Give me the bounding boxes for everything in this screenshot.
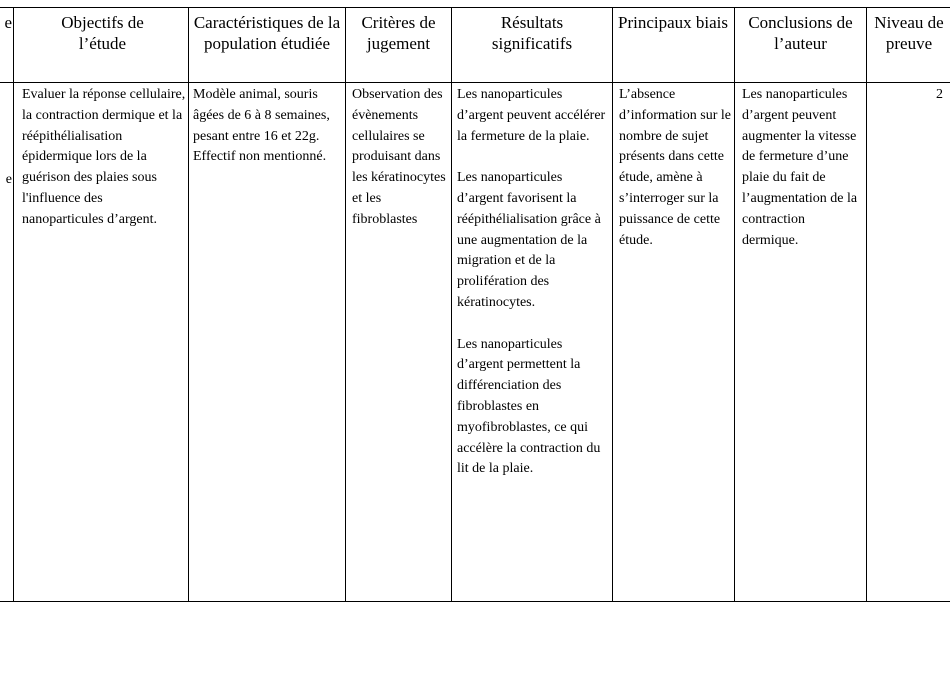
header-cell-biais: Principaux biais xyxy=(617,13,728,32)
body-cell-conclusions: Les nanoparticules d’argent peuvent augmenter la vitesse de fermeture d’une plaie du fait de l’augmentation de la contraction dermique. xyxy=(742,87,858,248)
header-cell-clipped: e xyxy=(4,13,12,32)
body-cell-objectifs: Evaluer la réponse cellulaire, la contraction dermique et la réépithélialisation épidermique lors de la guérison des plaies sous l'influence des nanoparticules d’argent. xyxy=(22,87,186,227)
header-cell-criteres: Critères de jugement xyxy=(361,13,436,53)
column-divider xyxy=(734,7,735,602)
header-cell-population: Caractéristiques de la population étudiée xyxy=(193,13,341,53)
table-top-border xyxy=(0,7,950,8)
header-cell-conclusions: Conclusions de l’auteur xyxy=(748,13,853,53)
column-divider xyxy=(612,7,613,602)
column-divider xyxy=(345,7,346,602)
resultat-paragraph: Les nanoparticules d’argent favorisent la réépithélialisation grâce à une augmentation de la migration et de la prolifération des kératinocytes. xyxy=(457,170,601,310)
body-cell-clipped: e xyxy=(5,172,12,187)
column-divider xyxy=(13,7,14,602)
column-divider xyxy=(451,7,452,602)
column-divider xyxy=(866,7,867,602)
column-divider xyxy=(188,7,189,602)
body-cell-resultats xyxy=(457,85,609,600)
body-cell-biais: L’absence d’information sur le nombre de sujet présents dans cette étude, amène à s’interroger sur la puissance de cette étude. xyxy=(619,87,731,248)
header-cell-resultats: Résultats significatifs xyxy=(491,13,573,53)
header-cell-objectifs: Objectifs de l’étude xyxy=(61,13,144,53)
body-cell-population: Modèle animal, souris âgées de 6 à 8 semaines, pesant entre 16 et 22g. Effectif non mentionné. xyxy=(193,87,330,165)
header-bottom-border xyxy=(0,82,950,83)
resultat-paragraph: Les nanoparticules d’argent permettent la différenciation des fibroblastes en myofibroblastes, ce qui accélère la contraction du lit de la plaie. xyxy=(457,336,601,477)
resultat-paragraph: Les nanoparticules d’argent peuvent accélérer la fermeture de la plaie. xyxy=(457,87,606,144)
header-cell-niveau: Niveau de preuve xyxy=(874,13,944,53)
body-cell-criteres: Observation des évènements cellulaires se produisant dans les kératinocytes et les fibroblastes xyxy=(352,87,446,227)
table-bottom-border xyxy=(0,601,950,602)
body-cell-niveau: 2 xyxy=(936,87,943,102)
